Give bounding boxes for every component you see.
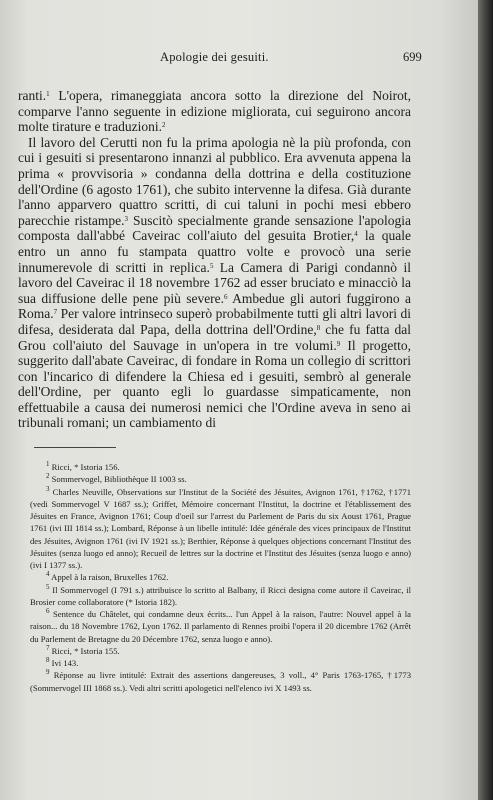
footnotes bbox=[30, 461, 411, 694]
footnote-ref: 6 bbox=[46, 607, 50, 615]
text-run: L'opera, rimaneggiata ancora sotto la direzione del Noirot, comparve l'anno seguente in edizione migliorata, cui seguirono ancora molte tirature e traduzioni. bbox=[18, 88, 411, 135]
paragraph bbox=[18, 135, 411, 431]
footnote-ref: 1 bbox=[46, 90, 50, 98]
text-run: Charles Neuville, Observations sur l'Institut de la Société des Jésuites, Avignon 1761, †1762, †1771 (vedi Sommervogel V 1687 ss.); Griffet, Mémoire concernant l'Institut, la doctrine et l'établissement des Jésuites en France, Avignon 1761; Coup d'oeil sur l'arrest du Parlement de Paris du six Aoust 1761, Prague 1761 (ivi III 1814 ss.); Lombard, Réponse à un libelle intitulé: Idée générale des vices principaux de l'Institut des Jésuites, Avignon 1761 (ivi IV 1921 ss.); Berthier, Réponse à quelques objections concernant l'Institut des Jésuites (senza luogo ed anno); Recueil de lettres sur la doctrine et l'Institut des Jésuites (senza luogo e anno) (ivi I 1377 ss.). bbox=[30, 486, 411, 570]
footnote bbox=[30, 608, 411, 645]
text-run: Ricci, * Istoria 156. bbox=[49, 462, 120, 472]
footnote bbox=[30, 657, 411, 669]
text-run: Il Sommervogel (I 791 s.) attribuisce lo scritto al Balbany, il Ricci designa come autore il Caveirac, il Brosier come collaboratore (* Istoria 182). bbox=[30, 584, 411, 607]
footnote bbox=[30, 486, 411, 572]
text-run: la quale entro un anno fu stampata quattro volte e provocò una serie innumerevole di scritti in replica. bbox=[18, 228, 412, 275]
footnote bbox=[30, 473, 411, 485]
footnote-separator bbox=[34, 447, 116, 448]
footnote-ref: 9 bbox=[336, 339, 341, 348]
footnote-ref: 4 bbox=[354, 230, 358, 239]
text-run: che fu fatta dal Grou coll'aiuto del Sauvage in un'opera in tre volumi. bbox=[18, 321, 412, 353]
page-header bbox=[0, 50, 478, 68]
paragraph bbox=[18, 88, 411, 135]
footnote-ref: 5 bbox=[46, 582, 50, 591]
footnote-ref: 8 bbox=[46, 656, 50, 664]
page-edge-shadow bbox=[478, 0, 493, 800]
text-run: La Camera di Parigi condannò il lavoro del Caveirac il 18 novembre 1762 ad esser bruciato e minacciò la sua diffusione delle pene più severe. bbox=[18, 259, 411, 306]
text-run: Ambedue gli autori fuggirono a Roma. bbox=[18, 290, 411, 322]
text-run: Per valore intrinseco superò probabilmente tutti gli altri lavori di difesa, desiderata dal Papa, della dottrina dell'Ordine, bbox=[18, 306, 411, 337]
footnote-ref: 3 bbox=[124, 214, 129, 223]
text-run: Sentence du Châtelet, qui condamne deux écrits... l'un Appel à la raison, l'autre: Nouvel appel à la raison... du 18 Novembre 1762, Lyon 1762. Il parlamento di Rennes proibì l'opera il 20 dicembre 1762 (Arrêt du Parlement de Bretagne du 20 Décembre 1762, senza luogo e anno). bbox=[30, 609, 411, 644]
footnote-ref: 2 bbox=[161, 121, 166, 130]
footnote-ref: 1 bbox=[46, 460, 50, 468]
text-run: Ivi 143. bbox=[49, 658, 79, 668]
page-number: 699 bbox=[403, 50, 422, 64]
text-run: Suscitò specialmente grande sensazione l'apologia composta dall'abbé Caveirac coll'aiuto del gesuita Brotier, bbox=[18, 212, 411, 244]
footnote-ref: 4 bbox=[46, 570, 50, 579]
footnote bbox=[30, 461, 411, 473]
running-title: Apologie dei gesuiti. bbox=[160, 50, 269, 64]
main-text bbox=[18, 88, 411, 431]
text-run: Sommervogel, Bibliothèque II 1003 ss. bbox=[49, 474, 187, 485]
footnote-ref: 2 bbox=[46, 472, 50, 481]
text-run: Il lavoro del Cerutti non fu la prima apologia nè la più profonda, con cui i gesuiti si presentarono innanzi al pubblico. Era avvenuta appena la prima « provvisoria » condanna della dottrina e della costituzione dell'Ordine (6 agosto 1761), che subito intervenne la difesa. Già durante l'anno apparvero quattro scritti, di cui taluni in pochi mesi ebbero parecchie ristampe. bbox=[18, 134, 411, 228]
footnote-ref: 7 bbox=[46, 643, 50, 652]
footnote-ref: 3 bbox=[46, 484, 50, 493]
text-run: Ricci, * Istoria 155. bbox=[49, 645, 120, 656]
footnote-ref: 5 bbox=[209, 261, 214, 270]
footnote-ref: 6 bbox=[224, 292, 228, 301]
footnote-ref: 9 bbox=[46, 668, 50, 677]
text-run: Il progetto, suggerito dall'abate Caveirac, di fondare in Roma un collegio di scrittori con l'incarico di difendere la Chiesa ed i gesuiti, sembrò al generale dell'Ordine, per quanto egli lo guardasse simpaticamente, non effettuabile a causa dei numerosi nemici che l'Ordine aveva in seno ai tribunali romani; un cambiamento di bbox=[18, 337, 411, 431]
text-run: Réponse au livre intitulé: Extrait des assertions dangereuses, 3 voll., 4° Paris 1763-1765, †1773 (Sommervogel III 1868 ss.). Vedi altri scritti apologetici nell'elenco ivi X 1493 ss. bbox=[30, 670, 411, 693]
text-run: ranti. bbox=[18, 88, 47, 103]
footnote bbox=[30, 571, 411, 583]
footnote-ref: 7 bbox=[53, 308, 58, 317]
footnote-ref: 8 bbox=[316, 323, 321, 332]
text-run: Appel à la raison, Bruxelles 1762. bbox=[49, 572, 169, 583]
footnote bbox=[30, 584, 411, 609]
footnote bbox=[30, 645, 411, 657]
footnote bbox=[30, 669, 411, 694]
